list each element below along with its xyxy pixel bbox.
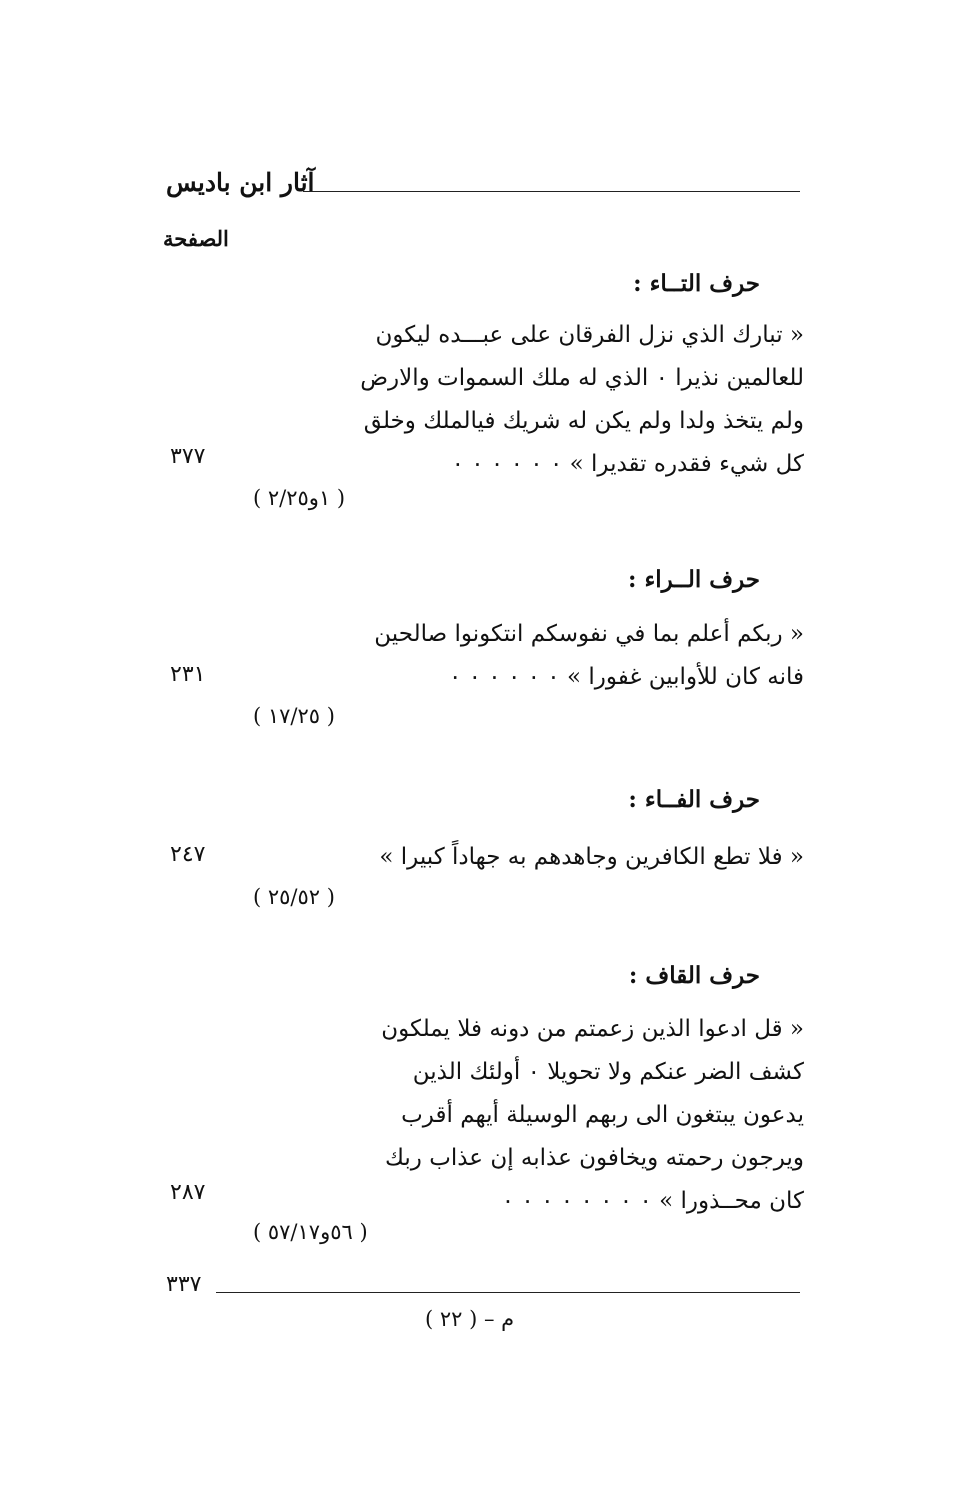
verse-reference: ( ٢٥/٥٢ ) [253, 885, 335, 909]
section-heading-qaf: حرف القاف : [628, 962, 760, 989]
verse-block-faa [374, 836, 804, 879]
verse-line: « تبارك الذي نزل الفرقان على عبـــده ليكون [375, 322, 804, 348]
page-column-label: الصفحة [163, 226, 229, 251]
verse-reference: ( ١و٢/٢٥ ) [253, 486, 346, 510]
verse-line: يدعون يبتغون الى ربهم الوسيلة أيهم أقرب [401, 1102, 804, 1128]
verse-line: كشف الضر عنكم ولا تحويلا ٠ أولئك الذين [412, 1059, 804, 1085]
verse-block-taa [360, 314, 804, 486]
verse-line: للعالمين نذيرا ٠ الذي له ملك السموات والارض [360, 365, 804, 391]
footer-page-number: ٣٣٧ [166, 1272, 202, 1297]
verse-reference: ( ٥٦و٥٧/١٧ ) [253, 1220, 368, 1244]
verse-line: فانه كان للأوابين غفورا » ٠ ٠ ٠ ٠ ٠ ٠ [448, 664, 804, 690]
verse-line: « قل ادعوا الذين زعمتم من دونه فلا يملكون [381, 1016, 804, 1042]
verse-block-raa [374, 613, 804, 699]
verse-line: ويرجون رحمته ويخافون عذابه إن عذاب ربك [384, 1145, 804, 1171]
verse-line: « فلا تطع الكافرين وجاهدهم به جهاداً كبيرا » [379, 844, 804, 870]
verse-block-qaf [374, 1008, 804, 1223]
verse-line: كان محــذورا » ٠ ٠ ٠ ٠ ٠ ٠ ٠ ٠ [501, 1188, 804, 1214]
verse-line: كل شيء فقدره تقديرا » ٠ ٠ ٠ ٠ ٠ ٠ [451, 451, 804, 477]
section-heading-taa: حرف التــاء : [633, 270, 760, 297]
header-rule [303, 191, 800, 192]
verse-reference: ( ١٧/٢٥ ) [253, 704, 335, 728]
verse-line: ولم يتخذ ولدا ولم يكن له شريك فيالملك وخلق [363, 408, 804, 434]
section-heading-faa: حرف الفــاء : [628, 786, 760, 813]
page-number-entry: ٢٨٧ [170, 1180, 206, 1205]
footer-rule [216, 1292, 800, 1293]
page-number-entry: ٢٤٧ [170, 842, 206, 867]
verse-line: « ربكم أعلم بما في نفوسكم انتكونوا صالحين [374, 621, 804, 647]
signature-mark: م – ( ٢٢ ) [425, 1307, 515, 1331]
page-number-entry: ٢٣١ [170, 662, 206, 687]
running-header-title: آثار ابن باديس [166, 168, 315, 197]
section-heading-raa: حرف الــراء : [627, 566, 760, 593]
page-number-entry: ٣٧٧ [170, 444, 206, 469]
